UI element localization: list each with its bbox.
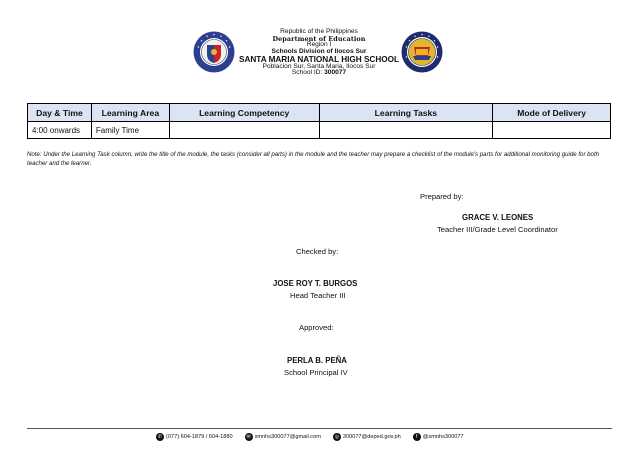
cell-day-time: 4:00 onwards	[28, 122, 92, 139]
footer-deped-email-text: 300077@deped.gov.ph	[342, 434, 401, 440]
col-header-learning-area: Learning Area	[91, 104, 169, 122]
department-text: Department of Education	[272, 34, 366, 43]
checked-by-title: Head Teacher III	[290, 291, 346, 300]
footer-phone-text: (077) 604-1879 / 604-1880	[166, 434, 233, 440]
facebook-icon: f	[413, 433, 421, 441]
checked-by-name: JOSE ROY T. BURGOS	[273, 279, 358, 288]
cell-mode-of-delivery	[493, 122, 611, 139]
col-header-day-time: Day & Time	[28, 104, 92, 122]
contact-footer	[156, 431, 476, 443]
globe-icon: ◎	[334, 434, 340, 440]
prepared-by-label: Prepared by:	[420, 192, 464, 201]
footer-gmail-text: smnhs300077@gmail.com	[254, 434, 321, 440]
table-row	[28, 122, 611, 139]
approved-by-label: Approved:	[299, 323, 334, 332]
footer-deped-email	[333, 433, 401, 441]
cell-learning-area: Family Time	[91, 122, 169, 139]
footer-divider	[27, 428, 612, 429]
footer-gmail	[245, 433, 321, 441]
mail-icon: ✉	[246, 434, 251, 440]
phone-icon: ✆	[157, 434, 163, 440]
footer-facebook-text: @smnhs300077	[422, 434, 464, 440]
region-text: Region I	[306, 41, 332, 48]
footer-facebook	[413, 433, 464, 441]
cell-learning-competency	[169, 122, 319, 139]
learning-schedule-table	[27, 103, 611, 139]
prepared-by-name: GRACE V. LEONES	[462, 213, 534, 222]
division-text: Schools Division of Ilocos Sur	[271, 47, 367, 55]
school-id	[218, 70, 420, 77]
table-note: Note: Under the Learning Task column, write the title of the module, the tasks (consider all parts) in the module and the teacher may prepare a checklist of the module's parts for additional monitoring guide for both teacher and the learner.	[27, 151, 600, 167]
col-header-learning-tasks: Learning Tasks	[319, 104, 493, 122]
school-address: Poblacion Sur, Santa Maria, Ilocos Sur	[262, 62, 376, 70]
footer-phone	[156, 433, 233, 441]
table-header-row	[28, 104, 611, 122]
approved-by-title: School Principal IV	[284, 368, 348, 377]
col-header-mode-of-delivery: Mode of Delivery	[493, 104, 611, 122]
republic-text: Republic of the Philippines	[280, 28, 358, 35]
school-name: SANTA MARIA NATIONAL HIGH SCHOOL	[239, 54, 399, 64]
school-id-value: 300077	[324, 69, 347, 77]
cell-learning-tasks	[319, 122, 493, 139]
letterhead	[218, 29, 420, 77]
school-id-label: School ID:	[291, 69, 325, 77]
prepared-by-title: Teacher III/Grade Level Coordinator	[437, 225, 558, 234]
checked-by-label: Checked by:	[296, 247, 339, 256]
col-header-learning-competency: Learning Competency	[169, 104, 319, 122]
approved-by-name: PERLA B. PEÑA	[287, 356, 347, 365]
